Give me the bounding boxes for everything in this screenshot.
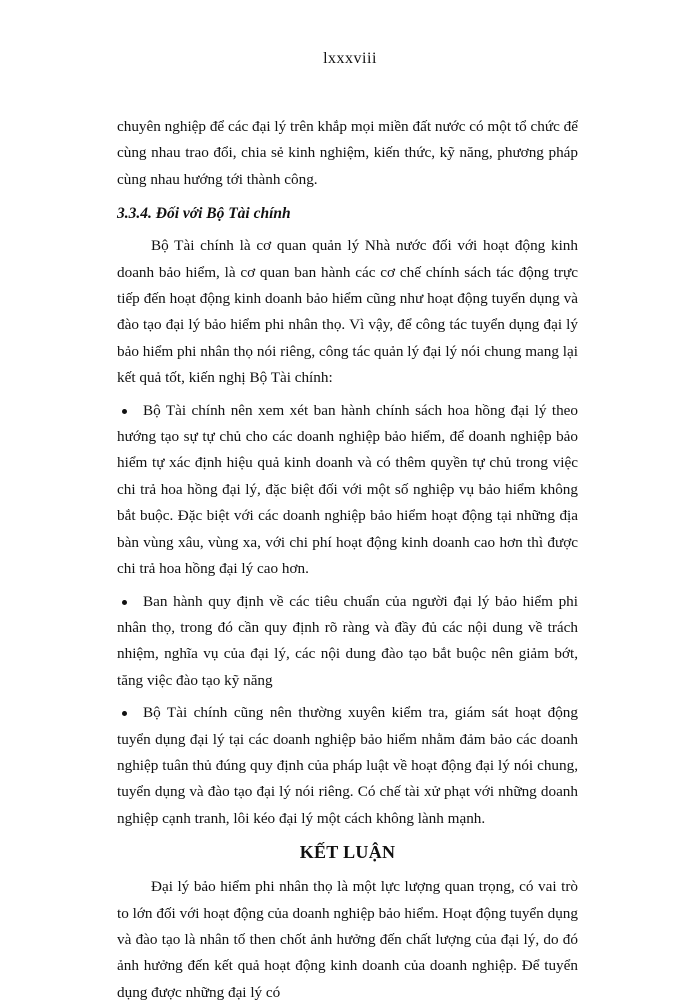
page-number: lxxxviii — [323, 50, 377, 67]
bullet-icon — [122, 600, 127, 605]
section-paragraph: Bộ Tài chính là cơ quan quản lý Nhà nước đối với hoạt động kinh doanh bảo hiểm, là cơ quan ban hành các cơ chế chính sách tác động trực tiếp đến hoạt động kinh doanh bảo hiểm cũng như hoạt động tuyển dụng và đào tạo đại lý bảo hiểm phi nhân thọ. Vì vậy, để công tác tuyển dụng đại lý bảo hiểm phi nhân thọ nói riêng, công tác quản lý đại lý nói chung mang lại kết quả tốt, kiến nghị Bộ Tài chính: — [117, 237, 578, 387]
list-item — [117, 589, 578, 695]
section-heading: 3.3.4. Đối với Bộ Tài chính — [117, 205, 291, 223]
conclusion-paragraph: Đại lý bảo hiểm phi nhân thọ là một lực lượng quan trọng, có vai trò to lớn đối với hoạt động của doanh nghiệp bảo hiểm. Hoạt động tuyển dụng và đào tạo là nhân tố then chốt ảnh hưởng đến chất lượng của đại lý, do đó ảnh hưởng đến kết quả hoạt động kinh doanh của doanh nghiệp. Để tuyển dụng được những đại lý có — [117, 878, 578, 1001]
conclusion-heading: KẾT LUẬN — [299, 842, 396, 863]
list-item-text: Ban hành quy định về các tiêu chuẩn của người đại lý bảo hiểm phi nhân thọ, trong đó cần quy định rõ ràng và đầy đủ các nội dung về trách nhiệm, nghĩa vụ của đại lý, các nội dung đào tạo bắt buộc nên giảm bớt, tăng việc đào tạo kỹ năng — [117, 592, 578, 689]
intro-paragraph: chuyên nghiệp để các đại lý trên khắp mọi miền đất nước có một tổ chức để cùng nhau trao đổi, chia sẻ kinh nghiệm, kiến thức, kỹ năng, phương pháp cùng nhau hướng tới thành công. — [117, 118, 578, 188]
list-item-text: Bộ Tài chính cũng nên thường xuyên kiểm tra, giám sát hoạt động tuyển dụng đại lý tại các doanh nghiệp bảo hiểm nhằm đảm bảo các doanh nghiệp tuân thủ đúng quy định của pháp luật về hoạt động đại lý nói chung, tuyển dụng và đào tạo đại lý nói riêng. Có chế tài xử phạt với những doanh nghiệp cạnh tranh, lôi kéo đại lý một cách không lành mạnh. — [117, 704, 578, 827]
bullet-icon — [122, 409, 127, 414]
list-item-text: Bộ Tài chính nên xem xét ban hành chính sách hoa hồng đại lý theo hướng tạo sự tự chủ cho các doanh nghiệp bảo hiểm, để doanh nghiệp bảo hiểm tự xác định hiệu quả kinh doanh và có thêm quyền tự chủ trong việc chi trả hoa hồng đại lý, đặc biệt đối với một số nghiệp vụ bảo hiểm không bắt buộc. Đặc biệt với các doanh nghiệp bảo hiểm hoạt động tại những địa bàn vùng xâu, vùng xa, với chi phí hoạt động kinh doanh cao hơn thì được chi trả hoa hồng đại lý cao hơn. — [117, 401, 578, 578]
recommendation-list — [117, 398, 578, 833]
page-body — [117, 114, 578, 1006]
bullet-icon — [122, 711, 127, 716]
list-item — [117, 398, 578, 583]
list-item — [117, 700, 578, 832]
